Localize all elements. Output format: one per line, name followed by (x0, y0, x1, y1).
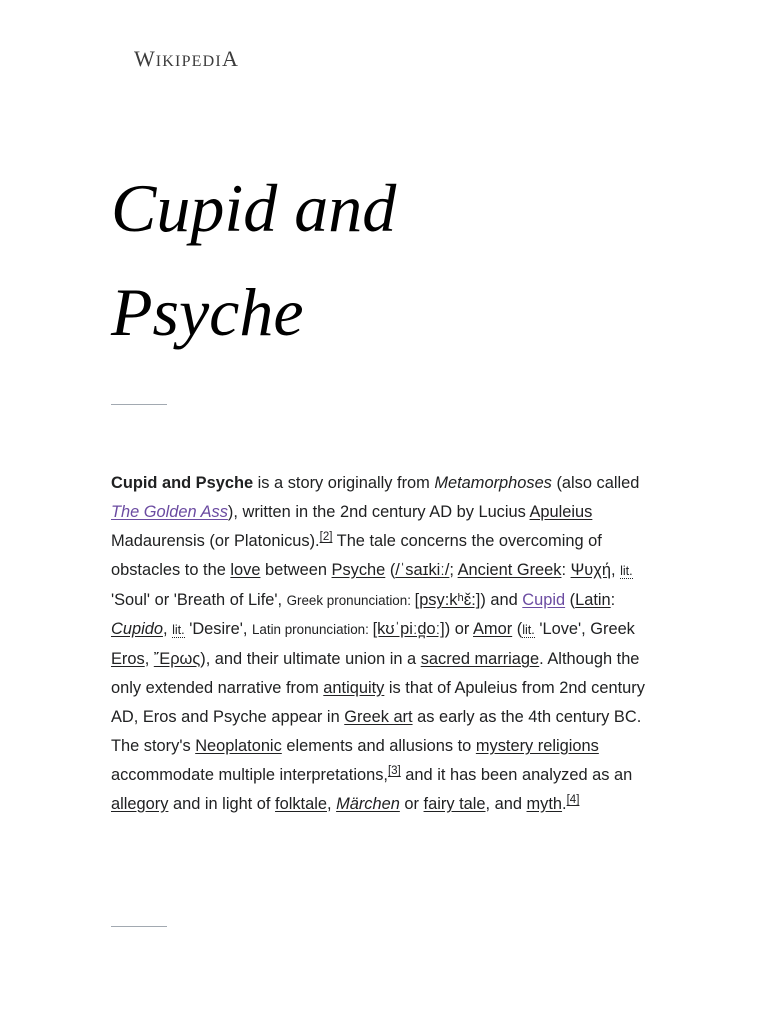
text: ) or (444, 620, 473, 638)
link-cupido[interactable] (111, 620, 163, 638)
text: between (260, 561, 332, 579)
link-greek-psyche[interactable]: Ψυχή (570, 561, 611, 579)
link-myth[interactable]: myth (526, 795, 563, 813)
text: . (562, 795, 567, 813)
text: ( (385, 561, 396, 579)
link-eros-greek[interactable]: ῎Ερως (153, 650, 201, 668)
reference-4[interactable]: [4] (566, 794, 580, 806)
wikipedia-wordmark-logo[interactable] (134, 46, 239, 72)
link-apuleius[interactable]: Apuleius (529, 503, 593, 521)
text: , and (485, 795, 527, 813)
wordmark-letter-a: A (221, 46, 239, 71)
text: , (326, 795, 337, 813)
lead-paragraph (111, 469, 663, 819)
text: , (144, 650, 154, 668)
link-cupid[interactable]: Cupid (522, 591, 566, 609)
link-folktale[interactable]: folktale (275, 795, 327, 813)
bold-subject: Cupid and Psyche (111, 474, 254, 492)
link-latin[interactable]: Latin (575, 591, 611, 609)
text: and it has been analyzed as an (400, 766, 633, 784)
link-ancient-greek[interactable]: Ancient Greek (457, 561, 562, 579)
text: Madaurensis (or Platonicus). (111, 532, 320, 550)
link-allegory[interactable]: allegory (111, 795, 169, 813)
wordmark-letter-w: W (134, 46, 156, 71)
link-psyche[interactable]: Psyche (331, 561, 386, 579)
text: (also called (551, 474, 640, 492)
link-ipa-greek[interactable]: [psy:kʰɛ̌:] (414, 591, 481, 609)
italic-work-title: Metamorphoses (434, 474, 552, 492)
text: ( (512, 620, 523, 638)
text: is that of Apuleius from 2nd century AD, Eros and Psyche appear in (111, 679, 645, 726)
abbr-literally[interactable]: lit. (172, 623, 185, 637)
text: 'Desire', (184, 620, 252, 638)
link-label: Cupido (111, 620, 163, 638)
text: and in light of (168, 795, 276, 813)
text: ) and (480, 591, 523, 609)
text: ), written in the 2nd century AD by Lucius (227, 503, 530, 521)
link-the-golden-ass[interactable] (111, 503, 228, 521)
text: , (162, 620, 173, 638)
text: is a story originally from (253, 474, 435, 492)
title-divider (111, 404, 167, 405)
link-amor[interactable]: Amor (473, 620, 513, 638)
site-header (134, 46, 239, 76)
page-title (111, 156, 671, 364)
link-greek-art[interactable]: Greek art (344, 708, 413, 726)
link-fairy-tale[interactable]: fairy tale (423, 795, 486, 813)
link-eros[interactable]: Eros (111, 650, 145, 668)
page-title-line-1: Cupid and (111, 170, 397, 246)
text: ( (565, 591, 576, 609)
text: accommodate multiple interpretations, (111, 766, 388, 784)
text: The tale concerns the overcoming of obstacles to the (111, 532, 602, 579)
latin-pronunciation-label: Latin pronunciation: (251, 622, 373, 637)
text: 'Soul' or 'Breath of Life', (111, 591, 287, 609)
link-love[interactable]: love (230, 561, 261, 579)
link-ipa-latin[interactable]: [kʊˈpiːd̪oː] (372, 620, 445, 638)
link-sacred-marriage[interactable]: sacred marriage (420, 650, 540, 668)
text: . Although the only extended narrative from (111, 650, 640, 697)
greek-pronunciation-label: Greek pronunciation: (286, 593, 415, 608)
link-neoplatonic[interactable]: Neoplatonic (195, 737, 282, 755)
link-label: Märchen (336, 795, 400, 813)
wordmark-letters: IKIPEDI (155, 53, 222, 70)
reference-2[interactable]: [2] (319, 531, 333, 543)
abbr-literally[interactable]: lit. (620, 564, 633, 578)
link-marchen[interactable] (336, 795, 400, 813)
text: : (610, 591, 616, 609)
text: elements and allusions to (281, 737, 476, 755)
text: 'Love', Greek (534, 620, 635, 638)
text: or (399, 795, 424, 813)
text: ), and their ultimate union in a (200, 650, 421, 668)
text: : (561, 561, 571, 579)
link-mystery-religions[interactable]: mystery religions (475, 737, 599, 755)
text: , (610, 561, 621, 579)
text: ; (449, 561, 458, 579)
link-label: The Golden Ass (111, 503, 228, 521)
section-divider (111, 926, 167, 927)
text: as early as the 4th century BC. The story's (111, 708, 642, 755)
link-antiquity[interactable]: antiquity (323, 679, 385, 697)
reference-3[interactable]: [3] (387, 765, 401, 777)
abbr-literally[interactable]: lit. (522, 623, 535, 637)
page-title-line-2: Psyche (111, 274, 304, 350)
link-ipa-english[interactable]: /ˈsaɪkiː/ (395, 561, 450, 579)
